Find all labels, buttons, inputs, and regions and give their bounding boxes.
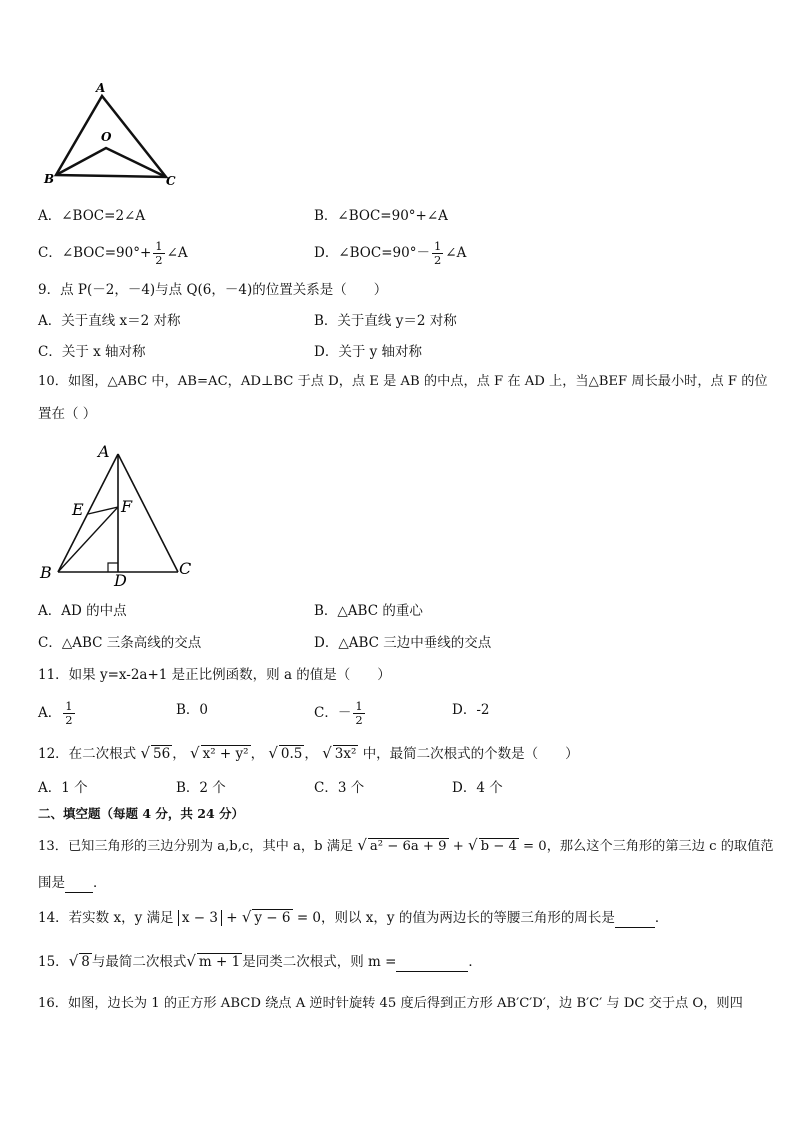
- q13-stem-text: 13．已知三角形的三边分别为 a,b,c，其中 a，b 满足: [38, 839, 354, 854]
- q12-stem-tail: 中，最简二次根式的个数是（ ）: [362, 746, 579, 762]
- q8-option-b-text: B．∠BOC=90°+∠A: [314, 208, 448, 224]
- q14-end: ．: [654, 910, 669, 926]
- q8-option-a-text: A．∠BOC=2∠A: [38, 208, 146, 224]
- radical: b − 4: [480, 839, 517, 854]
- q11-option-d[interactable]: D．-2: [452, 702, 490, 718]
- q12-stem: 12．在二次根式 √ 56 ， √ x² + y² ， √ 0.5 ， √ 3x² 中，最简二次根式的个数是（ ）: [38, 744, 579, 762]
- q9-option-b[interactable]: B．关于直线 y＝2 对称: [314, 313, 457, 329]
- fig10-label-a: A: [98, 442, 110, 461]
- q15-stem: 15．√ 8 与最简二次根式√ m + 1 是同类二次根式，则 m = ．: [38, 952, 482, 970]
- q16-stem: 16．如图，边长为 1 的正方形 ABCD 绕点 A 逆时针旋转 45 度后得到正方形 AB′C′D′，边 B′C′ 与 DC 交于点 O，则四: [38, 996, 743, 1011]
- radical: m + 1: [198, 954, 241, 970]
- q8-option-a[interactable]: [38, 206, 145, 226]
- fig10-label-c: C: [179, 559, 192, 578]
- q10-option-c[interactable]: C．△ABC 三条高线的交点: [38, 635, 202, 651]
- fraction: $\frac{1}{2}$: [155, 239, 163, 267]
- q8-option-c-tail: ∠A: [166, 245, 188, 261]
- q9-option-a[interactable]: A．关于直线 x＝2 对称: [38, 313, 181, 329]
- equals-zero: = 0: [296, 910, 322, 926]
- fraction: $\frac{1}{2}$: [65, 699, 73, 727]
- q12-option-a[interactable]: A．1 个: [38, 780, 88, 796]
- q9-option-c[interactable]: C．关于 x 轴对称: [38, 344, 146, 360]
- q11-option-a-text: A．: [38, 705, 62, 721]
- q11-option-a[interactable]: [38, 700, 77, 727]
- plus-sign: +: [452, 839, 464, 854]
- q15-stem-tail: 是同类二次根式，则 m =: [242, 954, 397, 970]
- q11-stem: 11．如果 y=x-2a+1 是正比例函数，则 a 的值是（ ）: [38, 667, 391, 683]
- fig8-label-o: O: [101, 130, 112, 144]
- q9-option-d[interactable]: D．关于 y 轴对称: [314, 344, 423, 360]
- q15-stem-text: 15．: [38, 954, 69, 970]
- q13-stem: 13．已知三角形的三边分别为 a,b,c，其中 a，b 满足 √ a² − 6a + 9 + √ b − 4 = 0，那么这个三角形的第三边 c 的取值范: [38, 836, 774, 854]
- radical: 0.5: [280, 746, 303, 762]
- q15-mid: 与最简二次根式: [91, 954, 187, 970]
- q10-option-d[interactable]: D．△ABC 三边中垂线的交点: [314, 635, 492, 651]
- q11-option-b[interactable]: B．0: [176, 702, 209, 718]
- q10-option-b[interactable]: B．△ABC 的重心: [314, 603, 423, 619]
- q8-option-c[interactable]: [38, 240, 188, 267]
- equals-zero: = 0: [523, 839, 547, 854]
- q14-stem-tail: ，则以 x，y 的值为两边长的等腰三角形的周长是: [321, 910, 615, 926]
- fig10-label-f: F: [121, 497, 133, 516]
- radical: a² − 6a + 9: [369, 839, 447, 854]
- q13-line2-text: 围是: [38, 875, 65, 891]
- q8-option-b[interactable]: [314, 206, 448, 226]
- q14-stem-text: 14．若实数 x，y 满足: [38, 910, 174, 926]
- radical: y − 6: [254, 910, 291, 926]
- q14-stem: 14．若实数 x，y 满足 x − 3 + √ y − 6 = 0，则以 x，y 的值为两边长的等腰三角形的周长是 ．: [38, 908, 669, 926]
- q10-stem-line1: 10．如图，△ABC 中，AB=AC，AD⊥BC 于点 D，点 E 是 AB 的中点，点 F 在 AD 上，当△BEF 周长最小时，点 F 的位: [38, 374, 768, 389]
- q12-option-d[interactable]: D．4 个: [452, 780, 503, 796]
- q11-option-c[interactable]: [314, 700, 367, 727]
- section-heading: 二、填空题（每题 4 分，共 24 分）: [38, 806, 245, 821]
- absolute-value: x − 3: [178, 910, 222, 926]
- q15-end: ．: [468, 954, 482, 970]
- q10-option-a[interactable]: A．AD 的中点: [38, 603, 127, 619]
- q13-end: ．: [93, 875, 107, 891]
- fig10-label-d: D: [114, 571, 127, 588]
- fig8-label-b: B: [44, 172, 55, 186]
- q10-stem-line2: 置在（ ）: [38, 406, 97, 422]
- radical: x² + y²: [202, 746, 249, 762]
- q12-option-b[interactable]: B．2 个: [176, 780, 226, 796]
- answer-blank[interactable]: [396, 957, 468, 972]
- fig8-label-c: C: [166, 174, 176, 188]
- q12-option-c[interactable]: C．3 个: [314, 780, 365, 796]
- q9-stem: 9．点 P(－2，－4)与点 Q(6，－4)的位置关系是（ ）: [38, 282, 388, 298]
- plus-sign: +: [226, 910, 238, 926]
- answer-blank[interactable]: [615, 913, 655, 928]
- fraction: $\frac{1}{2}$: [433, 239, 442, 267]
- q12-stem-text: 12．在二次根式: [38, 746, 137, 762]
- answer-blank[interactable]: [65, 878, 93, 893]
- q11-option-c-text: C．－: [314, 705, 352, 721]
- radical: 8: [81, 954, 90, 970]
- q8-option-d-tail: ∠A: [445, 245, 467, 261]
- radical: 3x²: [334, 746, 357, 762]
- radical: 56: [153, 746, 171, 762]
- fraction: $\frac{1}{2}$: [355, 699, 363, 727]
- fig10-label-b: B: [40, 563, 52, 582]
- q8-option-c-text: C．∠BOC=90°+: [38, 245, 152, 261]
- q13-stem-tail: ，那么这个三角形的第三边 c 的取值范: [546, 839, 774, 854]
- q13-line2: [38, 873, 107, 893]
- triangle-abc-o-figure: [40, 82, 190, 192]
- fig8-label-a: A: [96, 82, 106, 95]
- triangle-abc-altitude-figure: [36, 438, 206, 588]
- q8-option-d-text: D．∠BOC=90°－: [314, 245, 430, 261]
- fig10-label-e: E: [72, 500, 84, 519]
- q8-option-d[interactable]: [314, 240, 466, 267]
